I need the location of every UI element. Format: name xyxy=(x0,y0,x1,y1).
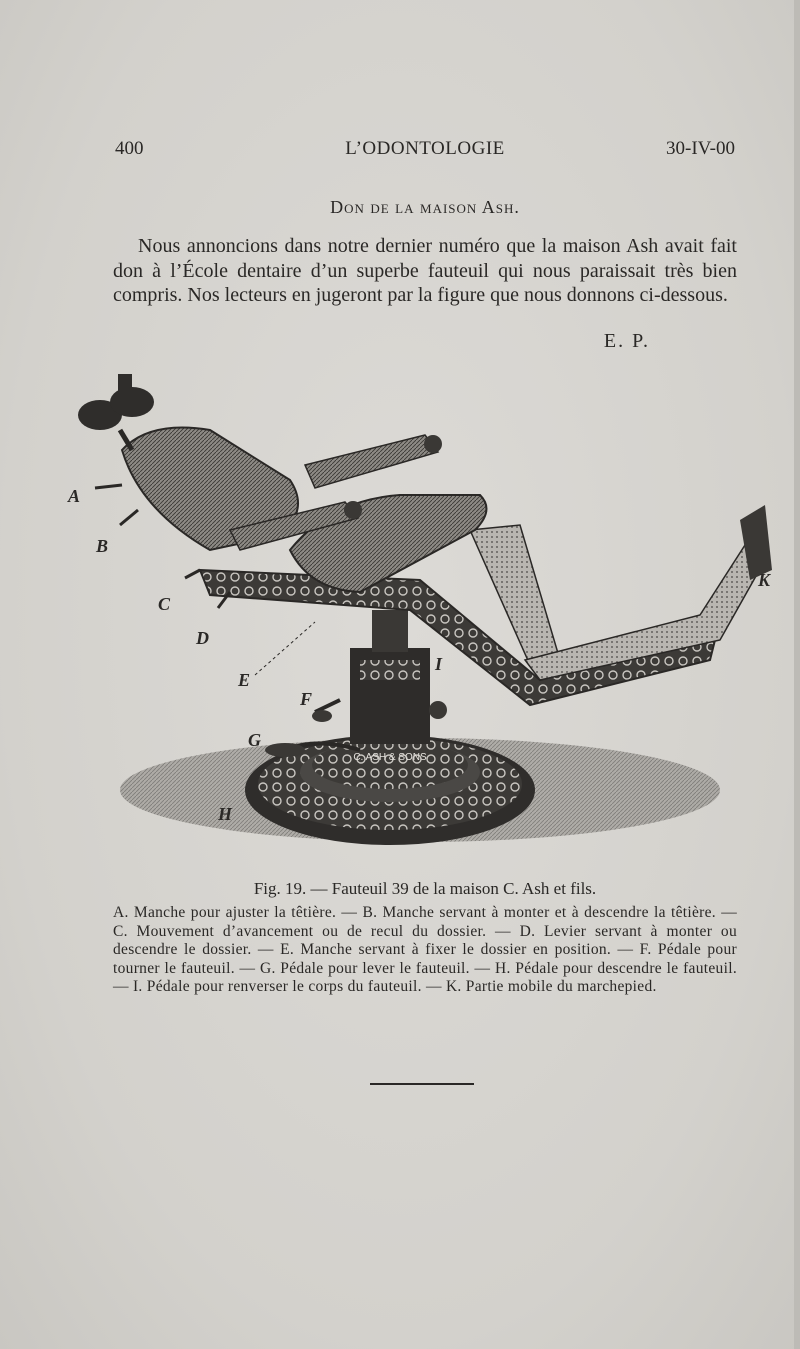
figure-legend: A. Manche pour ajuster la têtière. — B. Manche servant à monter et à descendre la têtière. — C. Mouvement d’avancement ou de recul du dossier. — D. Levier servant à monter ou descendre le dossier. — E. Manche servant à fixer le dossier en position. — F. Pédale pour tourner le fauteuil. — G. Pédale pour lever le fauteuil. — H. Pédale pour descendre le fauteuil. — I. Pédale pour renverser le corps du fauteuil. — K. Partie mobile du marchepied. xyxy=(113,904,737,995)
label-b: B xyxy=(96,536,109,556)
issue-date: 30-IV-00 xyxy=(666,138,735,159)
section-title: Don de la maison Ash. xyxy=(330,197,520,217)
body-paragraph: Nous annoncions dans notre dernier numéro que la maison Ash avait fait don à l’École dentaire d’un superbe fauteuil qui nous paraissait très bien compris. Nos lecteurs en jugeront par la figure que nous donnons ci-dessous. xyxy=(113,235,737,306)
dental-chair-illustration xyxy=(60,360,780,880)
label-a: A xyxy=(68,486,81,506)
author-initials: E. P. xyxy=(603,330,650,352)
label-i: I xyxy=(435,654,443,674)
label-k: K xyxy=(758,570,771,590)
page-number: 400 xyxy=(115,138,144,159)
footrest xyxy=(470,505,772,680)
label-d: D xyxy=(196,628,209,648)
label-e: E xyxy=(238,670,251,690)
figure-caption: Fig. 19. — Fauteuil 39 de la maison C. Ash et fils. xyxy=(253,879,597,898)
label-c: C xyxy=(158,594,171,614)
label-f: F xyxy=(300,689,313,709)
page-edge xyxy=(794,0,800,1349)
label-g: G xyxy=(248,730,261,750)
journal-title: L’ODONTOLOGIE xyxy=(345,138,505,159)
running-header xyxy=(115,138,735,162)
chair-column xyxy=(350,610,430,744)
label-h: H xyxy=(218,804,233,824)
base-inscription: C. ASH & SONS xyxy=(353,752,427,763)
section-divider xyxy=(370,1083,474,1085)
